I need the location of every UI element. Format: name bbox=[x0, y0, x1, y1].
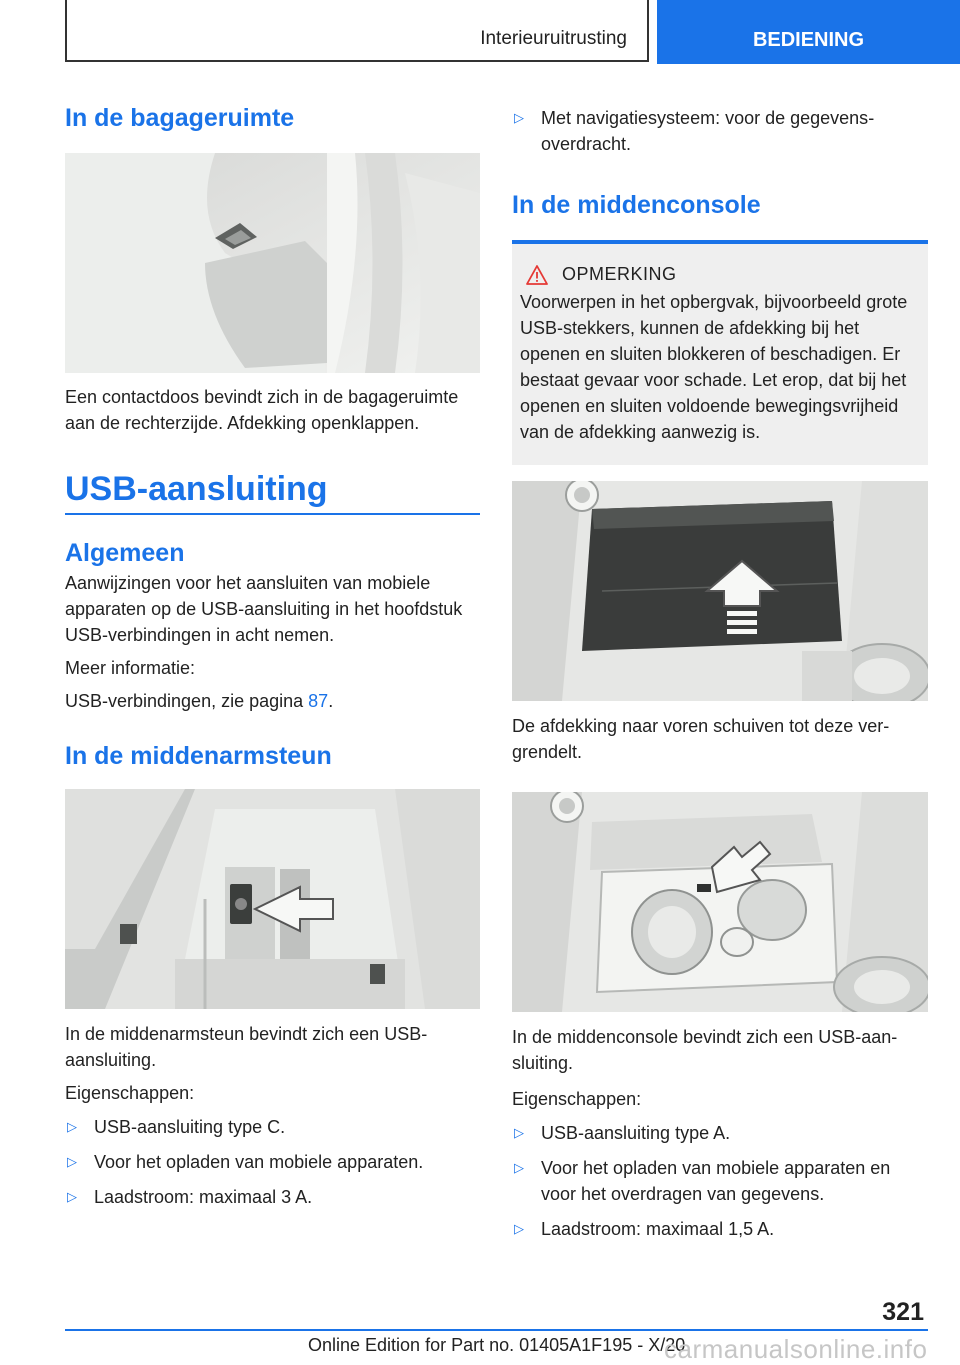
header-section-box bbox=[65, 0, 649, 62]
list-item: ▷ USB-aansluiting type C. bbox=[65, 1114, 480, 1140]
note-text: Voorwerpen in het opbergvak, bijvoorbeeld grote USB-stekkers, kunnen de afdekking bij het openen en sluiten blokkeren of beschadigen. Er bestaat gevaar voor schade. Let erop, dat bij het openen en sluiten voldoende bewegingsvrijheid van de afdekking aanwezig is. bbox=[520, 292, 908, 442]
trunk-socket-image bbox=[65, 153, 480, 373]
bagage-text: Een contactdoos bevindt zich in de bagageruimte aan de rechterzijde. Afdekking openklappen. bbox=[65, 387, 459, 433]
usb-reference bbox=[65, 688, 480, 714]
reference-prefix: USB-verbindingen, zie pagina bbox=[65, 691, 309, 711]
list-item: ▷ Laadstroom: maximaal 1,5 A. bbox=[512, 1216, 928, 1242]
header-section-title: Interieuruitrusting bbox=[480, 28, 627, 49]
console-usb-image bbox=[512, 792, 928, 1012]
caption-cover: De afdekking naar voren schuiven tot deze vergrendelt. bbox=[512, 716, 890, 762]
algemeen-text: Aanwijzingen voor het aansluiten van mobiele apparaten op de USB-aansluiting in het hoofdstuk USB-verbindingen in acht nemen. bbox=[65, 573, 463, 645]
footer-divider bbox=[65, 1329, 928, 1331]
bagage-heading: In de bagageruimte bbox=[65, 104, 295, 132]
meer-info-text: Meer informatie: bbox=[65, 658, 196, 678]
footer-edition: Online Edition for Part no. 01405A1F195 - X/20 bbox=[308, 1335, 686, 1355]
list-item: ▷ Met navigatiesysteem: voor de gegevensoverdracht. bbox=[512, 105, 928, 157]
triangle-bullet-icon: ▷ bbox=[67, 1189, 77, 1204]
triangle-bullet-icon: ▷ bbox=[514, 1125, 524, 1140]
eigenschappen-label-right: Eigenschappen: bbox=[512, 1089, 642, 1109]
reference-suffix: . bbox=[328, 691, 334, 711]
console-cover-image bbox=[512, 481, 928, 701]
page-number: 321 bbox=[882, 1298, 924, 1326]
header-chapter-tab: BEDIENING bbox=[657, 0, 960, 64]
armrest-usb-image bbox=[65, 789, 480, 1009]
armsteun-properties-list bbox=[65, 1114, 480, 1210]
note-title-row bbox=[520, 264, 920, 285]
navigation-bullet-list bbox=[512, 105, 928, 157]
left-column bbox=[65, 98, 480, 1219]
triangle-bullet-icon: ▷ bbox=[67, 1154, 77, 1169]
page-87-link[interactable]: 87 bbox=[308, 691, 329, 711]
right-column bbox=[512, 98, 928, 1251]
list-item: ▷ Voor het opladen van mobiele apparaten en voor het overdragen van gegevens. bbox=[512, 1155, 928, 1207]
armsteun-heading: In de middenarmsteun bbox=[65, 742, 332, 770]
console-properties-list bbox=[512, 1120, 928, 1242]
watermark: carmanualsonline.info bbox=[664, 1334, 928, 1364]
console-heading: In de middenconsole bbox=[512, 191, 761, 219]
triangle-bullet-icon: ▷ bbox=[514, 1221, 524, 1236]
armsteun-text: In de middenarmsteun bevindt zich een USB-aansluiting. bbox=[65, 1024, 428, 1070]
triangle-bullet-icon: ▷ bbox=[514, 110, 524, 125]
note-title: OPMERKING bbox=[562, 264, 677, 284]
caption-console-usb: In de middenconsole bevindt zich een USB-aansluiting. bbox=[512, 1027, 898, 1073]
warning-icon bbox=[526, 265, 548, 285]
triangle-bullet-icon: ▷ bbox=[514, 1160, 524, 1175]
triangle-bullet-icon: ▷ bbox=[67, 1119, 77, 1134]
eigenschappen-label-left: Eigenschappen: bbox=[65, 1083, 195, 1103]
usb-heading-block bbox=[65, 470, 480, 515]
algemeen-heading: Algemeen bbox=[65, 539, 185, 567]
list-item: ▷ Laadstroom: maximaal 3 A. bbox=[65, 1184, 480, 1210]
list-item: ▷ Voor het opladen van mobiele apparaten. bbox=[65, 1149, 480, 1175]
list-item: ▷ USB-aansluiting type A. bbox=[512, 1120, 928, 1146]
usb-heading: USB-aansluiting bbox=[65, 470, 328, 508]
note-box bbox=[512, 240, 928, 465]
